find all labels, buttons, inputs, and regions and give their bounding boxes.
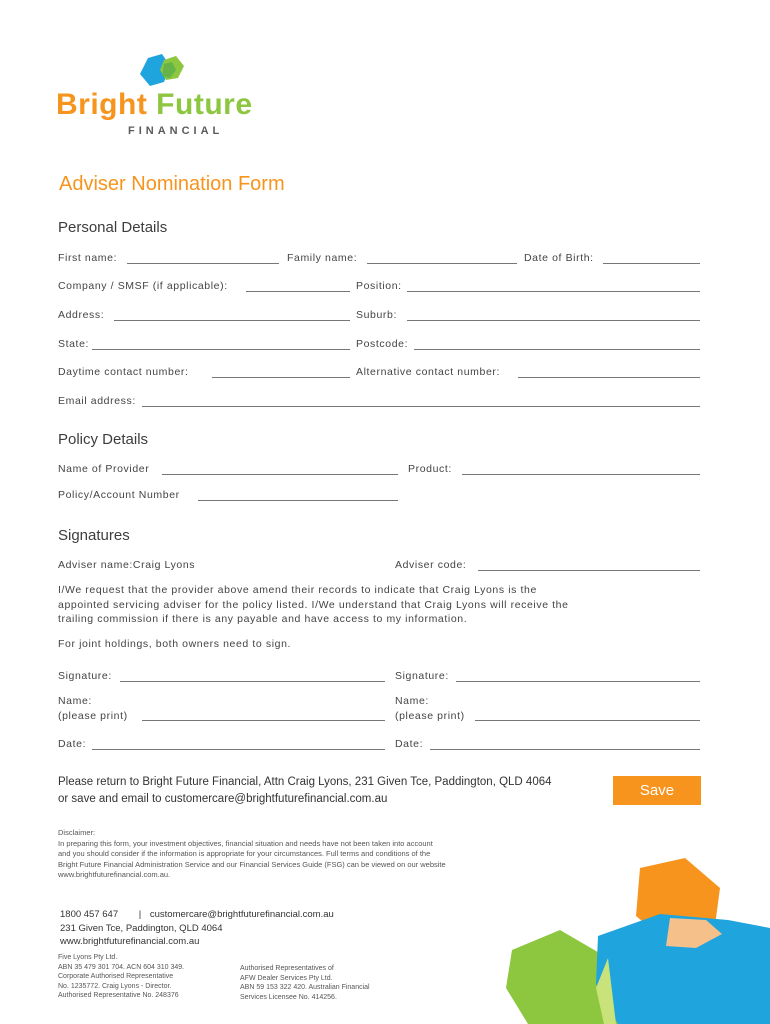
name-1-field[interactable] <box>142 720 385 721</box>
position-field[interactable] <box>407 291 700 292</box>
alternative-contact-field[interactable] <box>518 377 700 378</box>
legal-block-1 <box>58 953 184 1001</box>
adviser-code-label: Adviser code: <box>395 559 467 571</box>
adviser-code-field[interactable] <box>478 570 700 571</box>
account-number-label: Policy/Account Number <box>58 489 180 501</box>
legal-block-2 <box>240 964 370 1002</box>
return-line-2: or save and email to customercare@brightfuturefinancial.com.au <box>58 793 388 805</box>
date-2-field[interactable] <box>430 749 700 750</box>
first-name-label: First name: <box>58 252 118 264</box>
decorative-hexagons-icon <box>500 858 770 1024</box>
return-line-1: Please return to Bright Future Financial, Attn Craig Lyons, 231 Given Tce, Paddington, QLD 4064 <box>58 776 552 788</box>
form-title: Adviser Nomination Form <box>59 173 285 195</box>
daytime-contact-label: Daytime contact number: <box>58 366 189 378</box>
logo-word-future: Future <box>156 88 253 121</box>
family-name-field[interactable] <box>367 263 517 264</box>
contact-email-link[interactable]: customercare@brightfuturefinancial.com.au <box>149 909 334 920</box>
address-label: Address: <box>58 309 105 321</box>
nomination-statement <box>58 583 708 627</box>
logo <box>56 52 296 142</box>
contact-separator: | <box>138 909 142 920</box>
legal-1-line-5: Authorised Representative No. 248376 <box>58 992 179 999</box>
signature-1-label: Signature: <box>58 670 112 682</box>
date-2-label: Date: <box>395 738 424 750</box>
nomination-statement-line-2: appointed servicing adviser for the policy listed. I/We understand that Craig Lyons will receive the <box>58 598 569 611</box>
product-label: Product: <box>408 463 452 475</box>
logo-subtitle: FINANCIAL <box>128 125 224 137</box>
legal-2-line-3: ABN 59 153 322 420. Australian Financial <box>240 984 370 991</box>
nomination-statement-line-1: I/We request that the provider above amend their records to indicate that Craig Lyons is the <box>58 584 537 596</box>
name-1-label: Name: <box>58 695 92 707</box>
name-2-field[interactable] <box>475 720 700 721</box>
please-print-2-label: (please print) <box>395 710 465 722</box>
dob-label: Date of Birth: <box>524 252 594 264</box>
personal-details-heading: Personal Details <box>58 219 168 236</box>
logo-word-bright: Bright <box>56 88 148 121</box>
contact-address: 231 Given Tce, Paddington, QLD 4064 <box>60 922 223 934</box>
state-field[interactable] <box>92 349 350 350</box>
signatures-heading: Signatures <box>58 527 130 544</box>
suburb-field[interactable] <box>407 320 700 321</box>
family-name-label: Family name: <box>287 252 358 264</box>
date-1-field[interactable] <box>92 749 385 750</box>
postcode-field[interactable] <box>414 349 700 350</box>
suburb-label: Suburb: <box>356 309 397 321</box>
legal-1-line-4: No. 1235772. Craig Lyons - Director. <box>58 982 172 990</box>
disclaimer-line-2: and you should consider if the information is appropriate for your circumstances. Full terms and conditions of the <box>58 849 431 858</box>
disclaimer-line-4: www.brightfuturefinancial.com.au. <box>58 870 171 879</box>
legal-2-line-2: AFW Dealer Services Pty Ltd. <box>240 974 333 982</box>
policy-details-heading: Policy Details <box>58 431 149 448</box>
daytime-contact-field[interactable] <box>212 377 350 378</box>
please-print-1-label: (please print) <box>58 710 128 722</box>
legal-2-line-4: Services Licensee No. 414256. <box>240 993 337 1001</box>
email-label: Email address: <box>58 395 136 407</box>
website-link[interactable]: www.brightfuturefinancial.com.au <box>60 936 200 947</box>
nomination-statement-line-3: trailing commission if there is any payable and have access to my information. <box>58 613 468 625</box>
legal-1-line-1: Five Lyons Pty Ltd. <box>58 954 118 961</box>
disclaimer-line-1: In preparing this form, your investment objectives, financial situation and needs have not been taken into account <box>58 838 433 848</box>
signature-2-label: Signature: <box>395 670 449 682</box>
date-1-label: Date: <box>58 738 87 750</box>
legal-1-line-3: Corporate Authorised Representative <box>58 973 174 980</box>
position-label: Position: <box>356 280 402 292</box>
company-label: Company / SMSF (if applicable): <box>58 280 228 292</box>
phone-number[interactable]: 1800 457 647 <box>60 909 119 920</box>
adviser-name-label: Adviser name:Craig Lyons <box>58 559 196 571</box>
legal-2-line-1: Authorised Representatives of <box>240 965 334 972</box>
signature-2-field[interactable] <box>456 681 700 682</box>
product-field[interactable] <box>462 474 700 475</box>
first-name-field[interactable] <box>127 263 279 264</box>
disclaimer-line-3: Bright Future Financial Administration Service and our Financial Services Guide (FSG) can be viewed on our website <box>58 859 446 869</box>
state-label: State: <box>58 338 90 350</box>
joint-holdings-note: For joint holdings, both owners need to sign. <box>58 638 292 650</box>
return-instructions <box>58 774 618 808</box>
legal-1-line-2: ABN 35 479 301 704. ACN 604 310 349. <box>58 963 185 971</box>
signature-1-field[interactable] <box>120 681 385 682</box>
save-button[interactable]: Save <box>613 776 701 805</box>
address-field[interactable] <box>114 320 350 321</box>
disclaimer-title: Disclaimer: <box>58 828 96 837</box>
email-field[interactable] <box>142 406 700 407</box>
name-2-label: Name: <box>395 695 429 707</box>
postcode-label: Postcode: <box>356 338 409 350</box>
account-number-field[interactable] <box>198 500 398 501</box>
alternative-contact-label: Alternative contact number: <box>356 366 501 378</box>
company-field[interactable] <box>246 291 350 292</box>
dob-field[interactable] <box>603 263 700 264</box>
provider-field[interactable] <box>162 474 398 475</box>
provider-label: Name of Provider <box>58 463 150 475</box>
contact-block <box>60 908 500 949</box>
